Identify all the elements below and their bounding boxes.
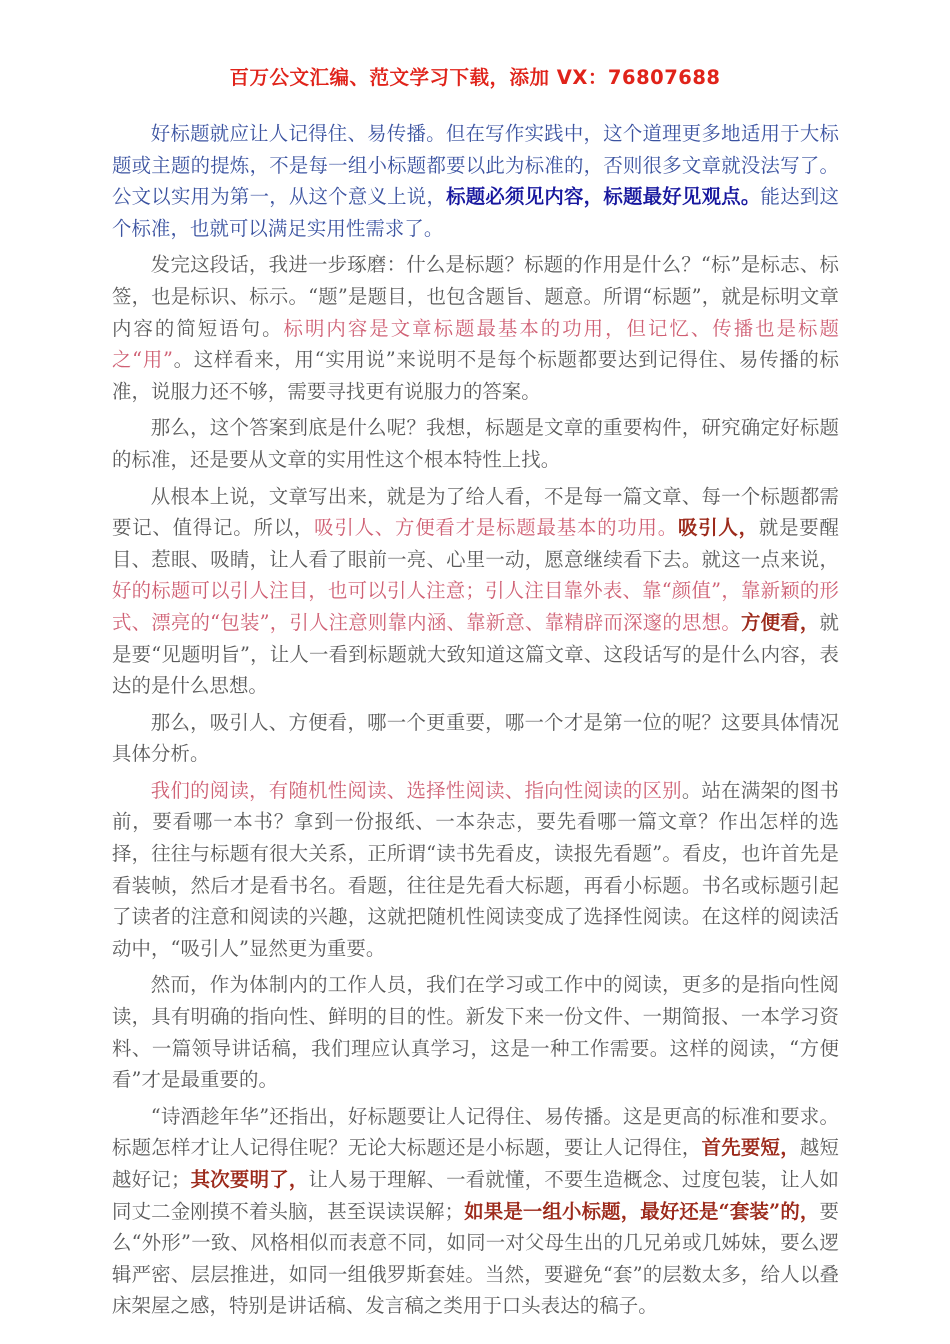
text-run: 就是要醒目、惹眼、吸睛，让人看了眼前一亮、心里一动，愿意继续看下去。就这一点来说， (112, 516, 839, 571)
paragraph-p8 (112, 1101, 839, 1322)
text-run: 从根本上说，文章写出来，就是为了给人看，不是每一篇文章、每一个标题都需要记、值得记。所以， (112, 484, 839, 540)
paragraph-p5 (112, 707, 839, 770)
emphasis-run-pink: 吸引人、方便看才是标题最基本的功用。 (314, 516, 678, 540)
document-body (112, 118, 839, 1322)
emphasis-run-pink: 标明内容是文章标题最基本的功用，但记忆、传播也是标题之“用” (112, 316, 839, 372)
text-run: 发完这段话，我进一步琢磨：什么是标题？标题的作用是什么？“标”是标志、标签，也是标识、标示。“题”是题目，也包含题旨、题意。所谓“标题”，就是标明文章内容的简短语句。 (112, 253, 839, 340)
text-run: 越短越好记； (112, 1136, 840, 1191)
emphasis-run-navy: 标题必须见内容，标题最好见观点。 (446, 185, 761, 209)
text-run: 那么，吸引人、方便看，哪一个更重要，哪一个才是第一位的呢？这要具体情况具体分析。 (112, 710, 839, 766)
text-run: 就是要“见题明旨”，让人一看到标题就大致知道这篇文章、这段话写的是什么内容，表达的是什么思想。 (112, 610, 840, 698)
text-run: 要么“外形”一致、风格相似而表意不同，如同一对父母生出的几兄弟或几姊妹，要么逻辑严密、层层推进，如同一组俄罗斯套娃。当然，要避免“套”的层数太多，给人以叠床架屋之感，特别是讲话稿、发言稿之类用于口头表达的稿子。 (112, 1199, 839, 1318)
text-run: 能达到这个标准，也就可以满足实用性需求了。 (112, 185, 839, 240)
emphasis-run-pink: 好的标题可以引人注目，也可以引人注意；引人注目靠外表、靠“颜值”，靠新颖的形式、漂亮的“包装”，引人注意则靠内涵、靠新意、靠精辟而深邃的思想。 (112, 579, 839, 634)
text-run: 好标题就应让人记得住、易传播。但在写作实践中，这个道理更多地适用于大标题或主题的提炼，不是每一组小标题都要以此为标准的，否则很多文章就没法写了。公文以实用为第一，从这个意义上说， (112, 122, 839, 209)
emphasis-run-dark-red: 吸引人， (678, 516, 759, 540)
emphasis-run-dark-red: 方便看， (740, 610, 820, 634)
paragraph-p7 (112, 969, 839, 1095)
text-run: 然而，作为体制内的工作人员，我们在学习或工作中的阅读，更多的是指向性阅读，具有明确的指向性、鲜明的目的性。新发下来一份文件、一期简报、一本学习资料、一篇领导讲话稿，我们理应认真学习，这是一种工作需要。这样的阅读，“方便看”才是最重要的。 (112, 973, 839, 1092)
paragraph-p4 (112, 481, 839, 702)
emphasis-run-dark-red: 其次要明了， (190, 1168, 309, 1191)
text-run: 。站在满架的图书前，要看哪一本书？拿到一份报纸、一本杂志，要先看哪一篇文章？作出怎样的选择，往往与标题有很大关系，正所谓“读书先看皮，读报先看题”。看皮，也许首先是看装帧，然后才是看书名。看题，往往是先看大标题，再看小标题。书名或标题引起了读者的注意和阅读的兴趣，这就把随机性阅读变成了选择性阅读。在这样的阅读活动中，“吸引人”显然更为重要。 (112, 778, 839, 960)
emphasis-run-dark-red: 首先要短， (701, 1136, 800, 1160)
emphasis-run-dark-red: 如果是一组小标题，最好还是“套装”的， (464, 1199, 820, 1223)
text-run: 那么，这个答案到底是什么呢？我想，标题是文章的重要构件，研究确定好标题的标准，还是要从文章的实用性这个根本特性上找。 (112, 416, 839, 471)
promo-banner: 百万公文汇编、范文学习下载，添加 VX：76807688 (229, 66, 721, 89)
paragraph-p6 (112, 775, 839, 965)
text-run: 。这样看来，用“实用说”来说明不是每个标题都要达到记得住、易传播的标准，说服力还不够，需要寻找更有说服力的答案。 (112, 348, 839, 403)
text-run: 让人易于理解、一看就懂，不要生造概念、过度包装，让人如同丈二金刚摸不着头脑，甚至误读误解； (112, 1168, 839, 1223)
text-run: “诗酒趁年华”还指出，好标题要让人记得住、易传播。这是更高的标准和要求。标题怎样才让人记得住呢？无论大标题还是小标题，要让人记得住， (112, 1104, 839, 1160)
paragraph-p3 (112, 412, 839, 475)
emphasis-run-pink: 我们的阅读，有随机性阅读、选择性阅读、指向性阅读的区别 (150, 778, 682, 802)
paragraph-p1 (112, 118, 839, 244)
paragraph-p2 (112, 249, 839, 407)
